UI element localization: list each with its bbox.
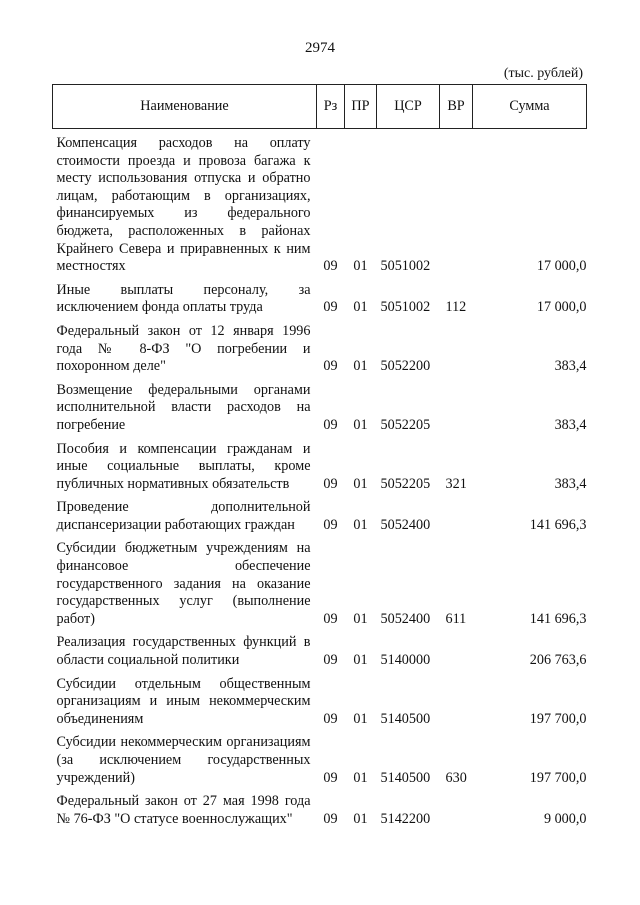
table-body xyxy=(53,129,587,829)
row-vr: 321 xyxy=(445,475,467,492)
row-pr: 01 xyxy=(353,610,368,627)
column-header-sum: Сумма xyxy=(473,85,587,129)
row-name: Федеральный закон от 27 мая 1998 года № 76-ФЗ "О статусе военнослужащих" xyxy=(56,793,311,827)
table-row xyxy=(53,670,587,729)
row-vr xyxy=(440,493,473,534)
row-name: Проведение дополнительной диспансеризации работающих граждан xyxy=(56,499,311,533)
column-header-csr: ЦСР xyxy=(377,85,440,129)
row-vr: 112 xyxy=(445,299,467,316)
row-name: Иные выплаты персоналу, за исключением фонда оплаты труда xyxy=(56,281,311,316)
table-row xyxy=(53,276,587,317)
row-csr: 5140000 xyxy=(380,652,431,669)
row-sum: 141 696,3 xyxy=(529,516,587,533)
column-header-rz: Рз xyxy=(317,85,345,129)
row-sum: 383,4 xyxy=(554,416,587,433)
row-name: Пособия и компенсации гражданам и иные социальные выплаты, кроме публичных нормативных обязательств xyxy=(56,440,311,492)
table-row xyxy=(53,435,587,494)
row-name: Федеральный закон от 12 января 1996 года № 8-ФЗ "О погребении и похоронном деле" xyxy=(56,322,311,375)
table-row xyxy=(53,129,587,276)
page-number: 2974 xyxy=(305,40,335,56)
row-rz: 09 xyxy=(323,475,338,492)
row-vr xyxy=(440,129,473,276)
row-name: Субсидии отдельным общественным организациям и иным некоммерческим объединениям xyxy=(56,675,311,727)
table-row xyxy=(53,628,587,669)
row-rz: 09 xyxy=(323,769,338,786)
row-vr: 611 xyxy=(445,610,467,627)
row-name: Возмещение федеральными органами исполнительной власти расходов на погребение xyxy=(56,381,311,433)
row-vr xyxy=(440,376,473,435)
row-pr: 01 xyxy=(353,652,368,669)
table-row xyxy=(53,317,587,376)
table-row xyxy=(53,728,587,787)
row-sum: 197 700,0 xyxy=(529,769,587,786)
row-vr xyxy=(440,628,473,669)
row-rz: 09 xyxy=(323,299,338,316)
table-row xyxy=(53,787,587,828)
row-csr: 5052205 xyxy=(380,475,431,492)
table-row xyxy=(53,493,587,534)
row-csr: 5052205 xyxy=(380,416,431,433)
row-vr xyxy=(440,317,473,376)
row-pr: 01 xyxy=(353,299,368,316)
row-csr: 5052400 xyxy=(380,516,431,533)
row-csr: 5051002 xyxy=(380,299,431,316)
row-sum: 9 000,0 xyxy=(543,810,587,827)
column-header-name: Наименование xyxy=(53,85,317,129)
row-pr: 01 xyxy=(353,710,368,727)
row-pr: 01 xyxy=(353,475,368,492)
row-rz: 09 xyxy=(323,610,338,627)
row-vr xyxy=(440,787,473,828)
units-note: (тыс. рублей) xyxy=(503,66,583,81)
row-name: Субсидии некоммерческим организациям (за исключением государственных учреждений) xyxy=(56,734,311,786)
row-vr xyxy=(440,670,473,729)
row-sum: 197 700,0 xyxy=(529,710,587,727)
row-sum: 383,4 xyxy=(554,358,587,375)
table-header xyxy=(53,85,587,129)
row-csr: 5140500 xyxy=(380,710,431,727)
row-rz: 09 xyxy=(323,416,338,433)
row-sum: 206 763,6 xyxy=(529,652,587,669)
column-header-vr: ВР xyxy=(440,85,473,129)
row-pr: 01 xyxy=(353,810,368,827)
row-name: Субсидии бюджетным учреждениям на финансовое обеспечение государственного задания на оказание государственных услуг (выполнение работ) xyxy=(56,540,311,627)
row-rz: 09 xyxy=(323,652,338,669)
row-pr: 01 xyxy=(353,258,368,275)
row-rz: 09 xyxy=(323,810,338,827)
table-row xyxy=(53,534,587,628)
row-sum: 17 000,0 xyxy=(536,299,587,316)
row-sum: 383,4 xyxy=(554,475,587,492)
row-vr: 630 xyxy=(445,769,467,786)
row-pr: 01 xyxy=(353,358,368,375)
row-name: Реализация государственных функций в области социальной политики xyxy=(56,634,311,669)
row-pr: 01 xyxy=(353,516,368,533)
row-rz: 09 xyxy=(323,516,338,533)
row-sum: 141 696,3 xyxy=(529,610,587,627)
column-header-pr: ПР xyxy=(345,85,377,129)
row-rz: 09 xyxy=(323,258,338,275)
row-rz: 09 xyxy=(323,710,338,727)
row-sum: 17 000,0 xyxy=(536,258,587,275)
row-name: Компенсация расходов на оплату стоимости проезда и провоза багажа к месту использования отпуска и обратно лицам, работающим в организациях, финансируемых из федерального бюджета, расположенных в районах Крайнего Севера и приравненных к ним местностях xyxy=(56,135,311,275)
budget-table xyxy=(52,84,587,828)
row-csr: 5051002 xyxy=(380,258,431,275)
table-row xyxy=(53,376,587,435)
row-csr: 5140500 xyxy=(380,769,431,786)
row-csr: 5142200 xyxy=(380,810,431,827)
row-csr: 5052400 xyxy=(380,610,431,627)
row-pr: 01 xyxy=(353,769,368,786)
row-csr: 5052200 xyxy=(380,358,431,375)
row-pr: 01 xyxy=(353,416,368,433)
row-rz: 09 xyxy=(323,358,338,375)
